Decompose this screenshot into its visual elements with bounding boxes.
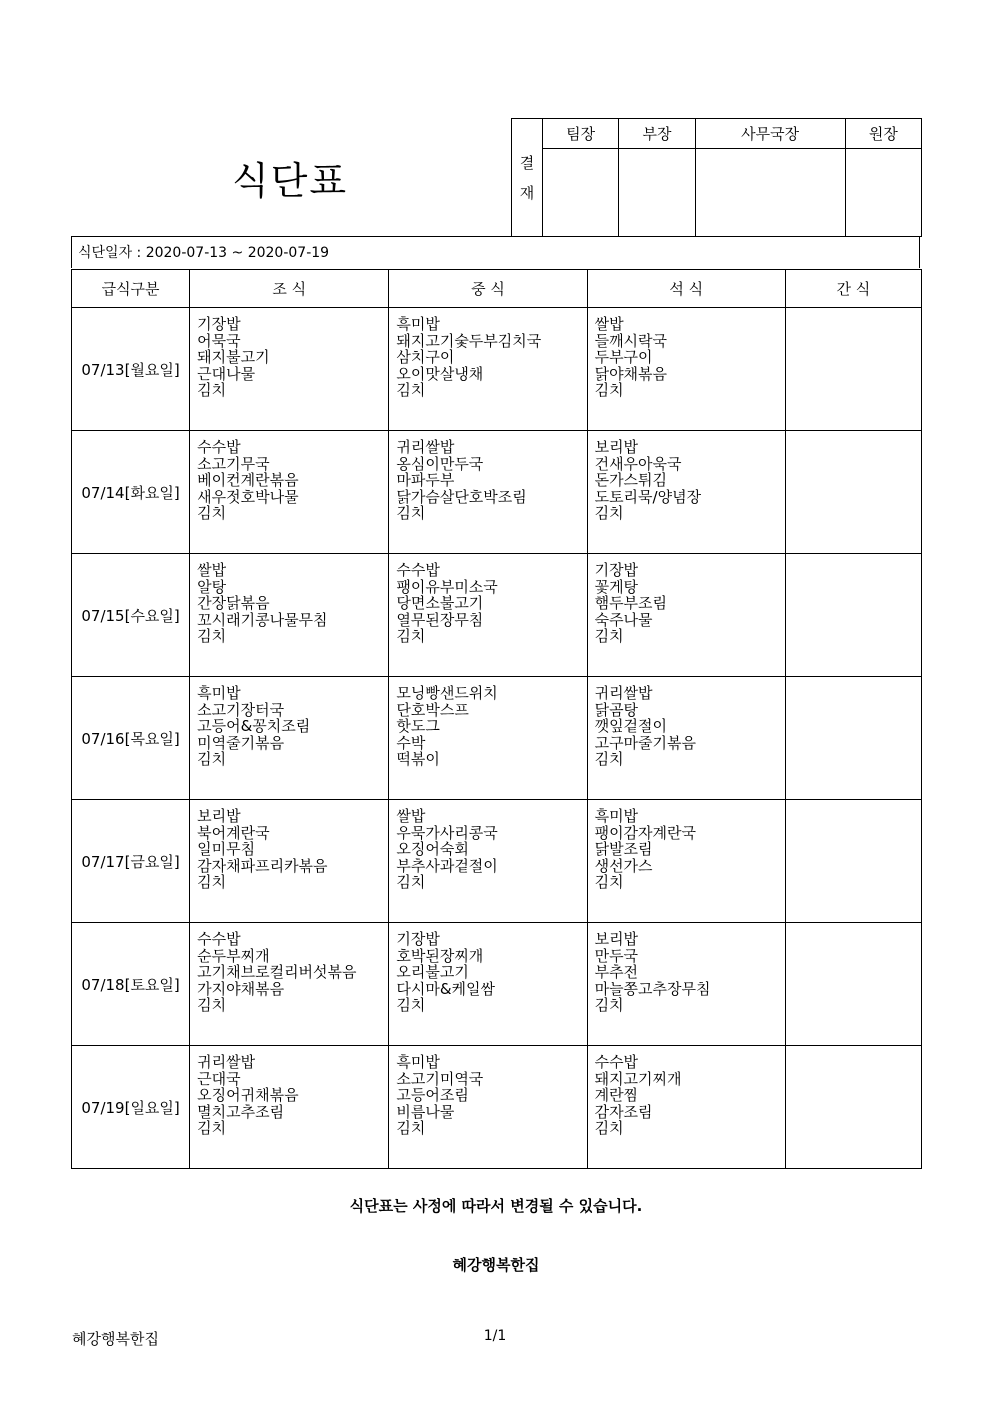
menu-item: 감자채파프리카볶음 xyxy=(197,856,328,875)
menu-cell-dinner xyxy=(587,677,785,800)
menu-item: 귀리쌀밥 xyxy=(396,438,455,456)
menu-item: 김치 xyxy=(594,873,624,891)
menu-item: 오이맛살냉채 xyxy=(396,364,484,383)
menu-cell-dinner xyxy=(587,308,785,431)
signature-box xyxy=(845,149,921,237)
menu-item: 기장밥 xyxy=(197,315,241,333)
menu-item: 흑미밥 xyxy=(594,807,639,825)
menu-cell-breakfast xyxy=(190,1046,389,1169)
menu-item: 도토리묵/양념장 xyxy=(594,487,702,506)
menu-item: 귀리쌀밥 xyxy=(594,684,653,702)
footer-organization: 혜강행복한집 xyxy=(72,1330,159,1348)
menu-cell-snack xyxy=(785,554,921,677)
header-category: 급식구분 xyxy=(72,270,190,308)
change-notice: 식단표는 사정에 따라서 변경될 수 있습니다. xyxy=(349,1197,643,1215)
menu-item: 새우젓호박나물 xyxy=(197,487,299,506)
menu-date: 07/19[일요일] xyxy=(72,1046,190,1169)
menu-cell-breakfast xyxy=(190,677,389,800)
menu-cell-lunch xyxy=(389,923,587,1046)
menu-item: 흑미밥 xyxy=(197,684,241,702)
menu-item: 김치 xyxy=(197,381,227,399)
menu-cell-snack xyxy=(785,923,921,1046)
menu-item: 기장밥 xyxy=(396,930,440,948)
menu-cell-breakfast xyxy=(190,554,389,677)
menu-cell-snack xyxy=(785,1046,921,1169)
menu-item: 생선가스 xyxy=(594,856,653,875)
menu-row xyxy=(72,677,922,800)
header-snack: 간 식 xyxy=(785,270,921,308)
menu-item: 부추전 xyxy=(594,963,639,981)
menu-cell-lunch xyxy=(389,308,587,431)
menu-item: 김치 xyxy=(594,996,624,1014)
menu-item: 알탕 xyxy=(197,577,227,596)
menu-item: 오징어숙회 xyxy=(396,840,469,858)
menu-item: 고등어조림 xyxy=(396,1086,469,1104)
menu-item: 미역줄기볶음 xyxy=(197,733,285,752)
menu-row xyxy=(72,800,922,923)
menu-item: 건새우아욱국 xyxy=(594,454,682,473)
approval-label-bottom: 재 xyxy=(519,183,535,202)
menu-item: 옹심이만두국 xyxy=(396,454,484,473)
menu-item: 김치 xyxy=(197,750,227,768)
menu-cell-snack xyxy=(785,677,921,800)
menu-cell-lunch xyxy=(389,677,587,800)
menu-cell-lunch xyxy=(389,800,587,923)
menu-item: 기장밥 xyxy=(594,561,639,579)
menu-item: 김치 xyxy=(396,873,426,891)
menu-item: 돈가스튀김 xyxy=(594,471,668,489)
date-range: 식단일자 : 2020-07-13 ~ 2020-07-19 xyxy=(71,236,920,268)
menu-item: 닭야채볶음 xyxy=(594,364,668,383)
approval-label xyxy=(512,119,543,237)
menu-date: 07/14[화요일] xyxy=(72,431,190,554)
menu-item: 소고기미역국 xyxy=(396,1069,484,1088)
menu-date: 07/13[월요일] xyxy=(72,308,190,431)
menu-item: 수박 xyxy=(396,733,426,752)
menu-item: 오리불고기 xyxy=(396,963,469,981)
menu-item: 오징어귀채볶음 xyxy=(197,1086,299,1104)
menu-row xyxy=(72,431,922,554)
organization-name: 혜강행복한집 xyxy=(452,1256,540,1274)
menu-date: 07/16[목요일] xyxy=(72,677,190,800)
approval-role-secretary: 사무국장 xyxy=(695,119,845,149)
menu-item: 수수밥 xyxy=(197,438,241,456)
menu-cell-snack xyxy=(785,308,921,431)
menu-item: 꽃게탕 xyxy=(594,577,639,596)
menu-item: 김치 xyxy=(594,504,624,522)
menu-item: 보리밥 xyxy=(197,807,241,825)
menu-item: 멸치고추조림 xyxy=(197,1102,285,1121)
menu-item: 닭발조림 xyxy=(594,840,653,858)
menu-item: 김치 xyxy=(396,504,426,522)
menu-item: 꼬시래기콩나물무침 xyxy=(197,610,328,629)
menu-item: 보리밥 xyxy=(594,438,639,456)
menu-item: 귀리쌀밥 xyxy=(197,1053,256,1071)
menu-item: 김치 xyxy=(197,1119,227,1137)
menu-cell-lunch xyxy=(389,1046,587,1169)
menu-item: 부추사과겉절이 xyxy=(396,856,498,875)
menu-item: 감자조림 xyxy=(594,1102,653,1121)
menu-item: 일미무침 xyxy=(197,840,256,858)
menu-cell-lunch xyxy=(389,554,587,677)
menu-item: 핫도그 xyxy=(396,717,440,735)
menu-item: 김치 xyxy=(396,1119,426,1137)
page-title: 식단표 xyxy=(231,159,349,203)
menu-item: 순두부찌개 xyxy=(197,946,270,965)
menu-item: 돼지불고기 xyxy=(197,348,270,366)
menu-date: 07/15[수요일] xyxy=(72,554,190,677)
menu-header-row xyxy=(72,270,922,308)
menu-cell-dinner xyxy=(587,800,785,923)
menu-item: 김치 xyxy=(396,996,426,1014)
menu-table xyxy=(71,269,922,1169)
menu-item: 가지야채볶음 xyxy=(197,979,285,998)
menu-item: 떡볶이 xyxy=(396,750,440,768)
menu-item: 깻잎겉절이 xyxy=(594,717,668,735)
approval-label-top: 결 xyxy=(519,153,535,172)
menu-item: 다시마&케일쌈 xyxy=(396,979,495,998)
menu-row xyxy=(72,923,922,1046)
menu-cell-breakfast xyxy=(190,923,389,1046)
menu-item: 수수밥 xyxy=(594,1053,639,1071)
menu-item: 김치 xyxy=(594,1119,624,1137)
menu-item: 두부구이 xyxy=(594,348,653,366)
menu-item: 베이컨계란볶음 xyxy=(197,471,299,489)
approval-table xyxy=(511,118,922,237)
menu-cell-lunch xyxy=(389,431,587,554)
menu-date: 07/18[토요일] xyxy=(72,923,190,1046)
menu-item: 들깨시락국 xyxy=(594,331,668,350)
menu-item: 김치 xyxy=(594,381,624,399)
menu-item: 수수밥 xyxy=(396,561,440,579)
menu-cell-dinner xyxy=(587,923,785,1046)
menu-item: 호박된장찌개 xyxy=(396,946,484,965)
menu-item: 김치 xyxy=(594,627,624,645)
approval-role-director: 원장 xyxy=(845,119,921,149)
menu-row xyxy=(72,308,922,431)
menu-item: 당면소불고기 xyxy=(396,594,484,612)
menu-item: 근대나물 xyxy=(197,364,256,383)
menu-cell-dinner xyxy=(587,431,785,554)
menu-item: 우묵가사리콩국 xyxy=(396,823,498,842)
menu-item: 만두국 xyxy=(594,946,639,965)
menu-item: 김치 xyxy=(197,504,227,522)
header-dinner: 석 식 xyxy=(587,270,785,308)
header-lunch: 중 식 xyxy=(389,270,587,308)
menu-cell-breakfast xyxy=(190,800,389,923)
menu-item: 수수밥 xyxy=(197,930,241,948)
menu-item: 보리밥 xyxy=(594,930,639,948)
menu-cell-dinner xyxy=(587,1046,785,1169)
menu-item: 모닝빵샌드위치 xyxy=(396,684,498,702)
menu-item: 고등어&꽁치조림 xyxy=(197,717,311,735)
menu-item: 김치 xyxy=(197,873,227,891)
menu-item: 소고기무국 xyxy=(197,454,270,473)
menu-item: 닭가슴살단호박조림 xyxy=(396,487,527,506)
menu-item: 고구마줄기볶음 xyxy=(594,733,697,752)
menu-cell-snack xyxy=(785,800,921,923)
menu-item: 근대국 xyxy=(197,1069,241,1088)
approval-role-manager: 부장 xyxy=(619,119,695,149)
menu-item: 마파두부 xyxy=(396,471,455,489)
menu-item: 열무된장무침 xyxy=(396,610,484,629)
menu-cell-dinner xyxy=(587,554,785,677)
menu-row xyxy=(72,1046,922,1169)
menu-item: 김치 xyxy=(396,381,426,399)
menu-item: 햄두부조림 xyxy=(594,594,668,612)
signature-box xyxy=(695,149,845,237)
menu-item: 쌀밥 xyxy=(594,315,624,333)
page-number: 1/1 xyxy=(483,1328,507,1344)
menu-item: 비름나물 xyxy=(396,1102,455,1121)
menu-date: 07/17[금요일] xyxy=(72,800,190,923)
menu-item: 김치 xyxy=(594,750,624,768)
signature-box xyxy=(543,149,619,237)
menu-item: 김치 xyxy=(197,627,227,645)
menu-item: 소고기장터국 xyxy=(197,700,285,719)
menu-item: 돼지고기찌개 xyxy=(594,1069,682,1088)
menu-item: 숙주나물 xyxy=(594,610,653,629)
menu-item: 단호박스프 xyxy=(396,700,469,719)
menu-item: 흑미밥 xyxy=(396,315,440,333)
menu-item: 쌀밥 xyxy=(197,561,227,579)
menu-item: 북어계란국 xyxy=(197,823,270,842)
menu-item: 닭곰탕 xyxy=(594,700,639,719)
menu-item: 김치 xyxy=(197,996,227,1014)
menu-item: 고기채브로컬리버섯볶음 xyxy=(197,963,357,981)
menu-item: 팽이유부미소국 xyxy=(396,577,498,596)
menu-cell-breakfast xyxy=(190,308,389,431)
approval-role-team-lead: 팀장 xyxy=(543,119,619,149)
menu-item: 김치 xyxy=(396,627,426,645)
header-breakfast: 조 식 xyxy=(190,270,389,308)
menu-item: 삼치구이 xyxy=(396,348,455,366)
signature-box xyxy=(619,149,695,237)
menu-row xyxy=(72,554,922,677)
menu-item: 쌀밥 xyxy=(396,807,426,825)
menu-item: 마늘쫑고추장무침 xyxy=(594,979,711,998)
menu-cell-breakfast xyxy=(190,431,389,554)
menu-item: 팽이감자계란국 xyxy=(594,823,697,842)
menu-cell-snack xyxy=(785,431,921,554)
menu-item: 어묵국 xyxy=(197,331,241,350)
menu-item: 계란찜 xyxy=(594,1086,639,1104)
menu-item: 흑미밥 xyxy=(396,1053,440,1071)
menu-item: 간장닭볶음 xyxy=(197,594,270,612)
menu-item: 돼지고기숯두부김치국 xyxy=(396,331,542,350)
